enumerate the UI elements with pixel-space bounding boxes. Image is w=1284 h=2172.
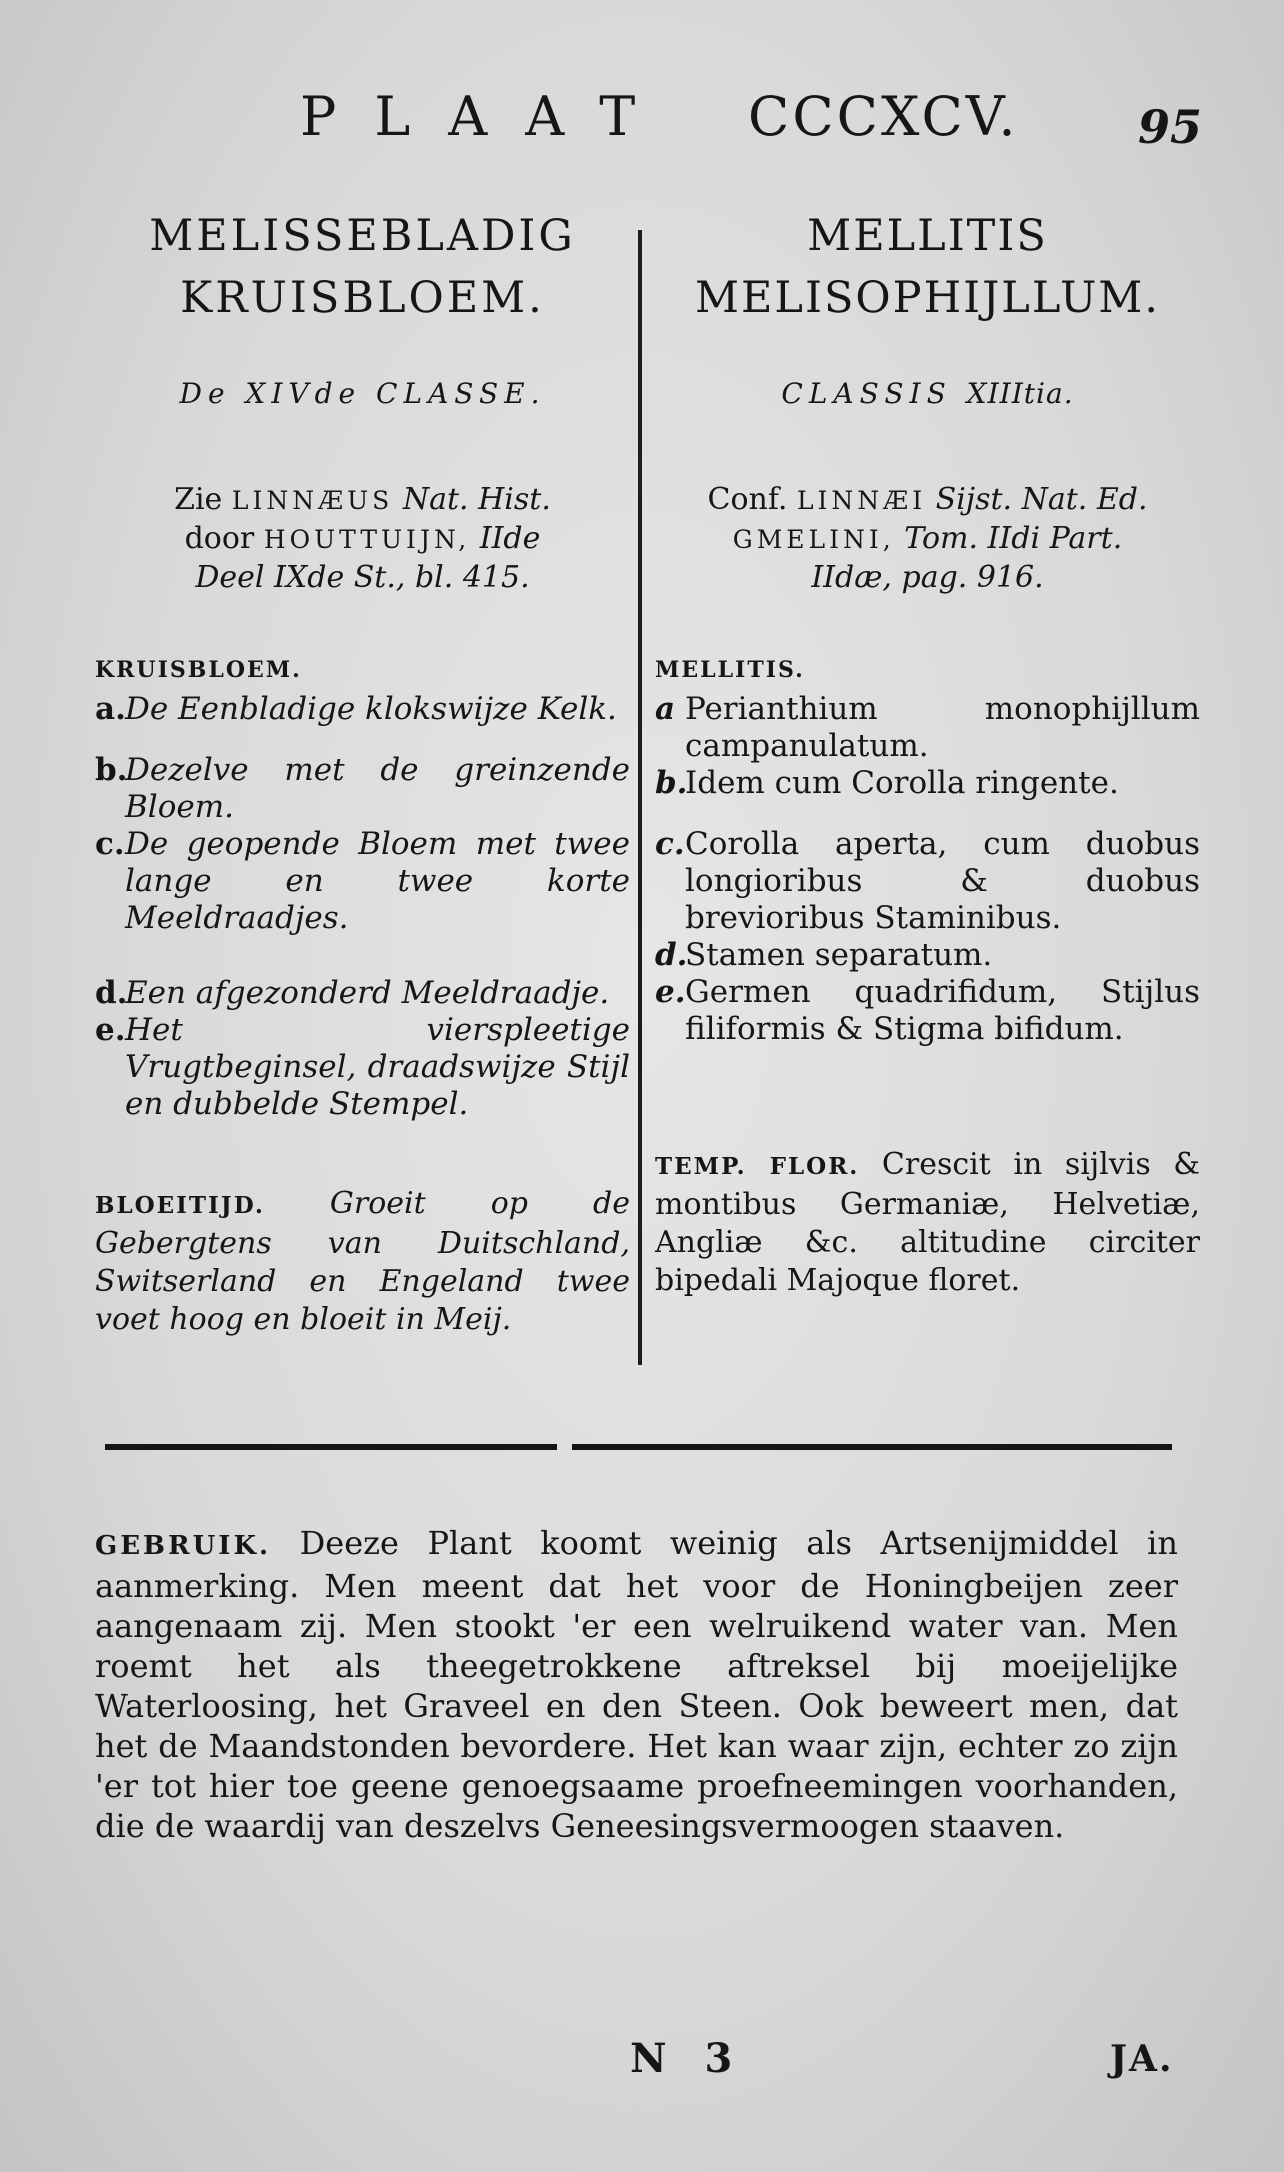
item-letter: c. [95, 826, 125, 862]
list-item [655, 691, 1200, 765]
item-text: Perianthium monophijllum campanulatum. [685, 691, 1200, 764]
flowering-text: Groeit op de Gebergtens van Duitschland, Switserland en Engeland twee voet hoog en bloeit in Meij. [95, 1186, 630, 1337]
ref-pag: IIdæ, pag. 916. [811, 560, 1044, 595]
latin-classis [655, 377, 1200, 417]
page-number: 95 [1138, 100, 1203, 154]
usage-text: Deeze Plant koomt weinig als Artsenijmiddel in aanmerking. Men meent dat het voor de Honingbeijen zeer aangenaam zij. Men stookt 'er een welruikend water van. Men roemt het als theegetrokkene aftreksel bij moeijelijke Waterloosing, het Graveel en den Steen. Ook beweert men, dat het de Maandstonden bevordere. Het kan waar zijn, echter zo zijn 'er tot hier toe geene genoegsaame proefneemingen voorhanden, die de waardij van deszelvs Geneesingsvermoogen staaven. [95, 1524, 1179, 1845]
item-letter: d. [95, 975, 128, 1011]
dutch-flowering [95, 1185, 630, 1339]
item-letter: e. [95, 1012, 126, 1048]
item-text: Idem cum Corolla ringente. [685, 765, 1119, 801]
flowering-text: Crescit in sijlvis & montibus Germaniæ, Helvetiæ, Angliæ &c. altitudine circiter bipedali Majoque floret. [655, 1147, 1200, 1298]
item-text: Een afgezonderd Meeldraadje. [125, 975, 610, 1011]
item-text: Dezelve met de greinzende Bloem. [125, 752, 630, 825]
plaat-number: CCCXCV. [748, 85, 1019, 148]
dutch-section-head: KRUISBLOEM. [95, 657, 302, 683]
ref-work: Sijst. Nat. Ed. [935, 482, 1148, 517]
item-letter: d. [655, 937, 688, 973]
dutch-classe-prefix: De XIVde [179, 377, 362, 410]
separator-rule-right [572, 1444, 1172, 1450]
latin-classis-label: CLASSIS [781, 377, 952, 410]
separator-rule-left [105, 1444, 557, 1450]
usage-label: GEBRUIK. [95, 1531, 272, 1561]
list-item [95, 1012, 630, 1123]
dutch-column [95, 205, 630, 1339]
item-letter: b. [655, 765, 688, 801]
list-item [95, 691, 630, 728]
dutch-reference [95, 481, 630, 597]
item-text: Germen quadrifidum, Stijlus filiformis & Stigma bifidum. [685, 974, 1200, 1047]
flowering-label: TEMP. FLOR. [655, 1153, 860, 1180]
latin-column [655, 205, 1200, 1300]
item-letter: a. [95, 691, 126, 727]
item-text: De geopende Bloem met twee lange en twee korte Meeldraadjes. [125, 826, 630, 936]
latin-title-line1: MELLITIS [807, 211, 1048, 261]
dutch-title-line2: KRUISBLOEM. [180, 273, 545, 323]
ref-conf: Conf. [707, 482, 788, 517]
dutch-title-line1: MELISSEBLADIG [149, 211, 576, 261]
catchword: JA. [1110, 2038, 1174, 2080]
list-item [655, 765, 1200, 802]
dutch-classe [95, 377, 630, 417]
flowering-label: BLOEITIJD. [95, 1192, 265, 1219]
dutch-title [95, 205, 630, 329]
ref-deel1: IIde [479, 521, 541, 556]
ref-zie: Zie [174, 482, 223, 517]
signature-mark: N 3 [630, 2035, 745, 2082]
usage-paragraph [95, 1523, 1178, 1846]
column-divider [638, 230, 642, 1365]
item-letter: b. [95, 752, 128, 788]
ref-door: door [184, 521, 255, 556]
latin-classis-suffix: XIIItia. [966, 377, 1074, 410]
latin-title-line2: MELISOPHIJLLUM. [694, 273, 1161, 323]
two-column-body [95, 205, 1200, 1365]
ref-deel2: Deel IXde St., bl. 415. [195, 560, 530, 595]
ref-tom: Tom. IIdi Part. [904, 521, 1123, 556]
latin-title [655, 205, 1200, 329]
latin-reference [655, 481, 1200, 597]
latin-section-head: MELLITIS. [655, 657, 805, 683]
ref-translator: HOUTTUIJN, [263, 525, 471, 554]
item-text: Corolla aperta, cum duobus longioribus & duobus brevioribus Staminibus. [685, 826, 1200, 936]
list-item [655, 974, 1200, 1048]
list-item [95, 752, 630, 826]
list-item [655, 826, 1200, 937]
list-item [95, 975, 630, 1012]
ref-author: LINNÆI [796, 486, 927, 515]
list-item [95, 826, 630, 937]
item-text: Stamen separatum. [685, 937, 993, 973]
plaat-label: PLAAT [300, 85, 674, 148]
item-letter: e. [655, 974, 686, 1010]
latin-flowering [655, 1146, 1200, 1300]
list-item [655, 937, 1200, 974]
ref-editor: GMELINI, [732, 525, 895, 554]
ref-work: Nat. Hist. [402, 482, 551, 517]
item-text: De Eenbladige klokswijze Kelk. [125, 691, 617, 727]
running-header [0, 85, 1284, 155]
dutch-classe-label: CLASSE. [376, 377, 546, 410]
ref-author: LINNÆUS [231, 486, 394, 515]
item-letter: c. [655, 826, 685, 862]
item-text: Het vierspleetige Vrugtbeginsel, draadswijze Stijl en dubbelde Stempel. [125, 1012, 630, 1122]
item-letter: a [655, 691, 676, 727]
